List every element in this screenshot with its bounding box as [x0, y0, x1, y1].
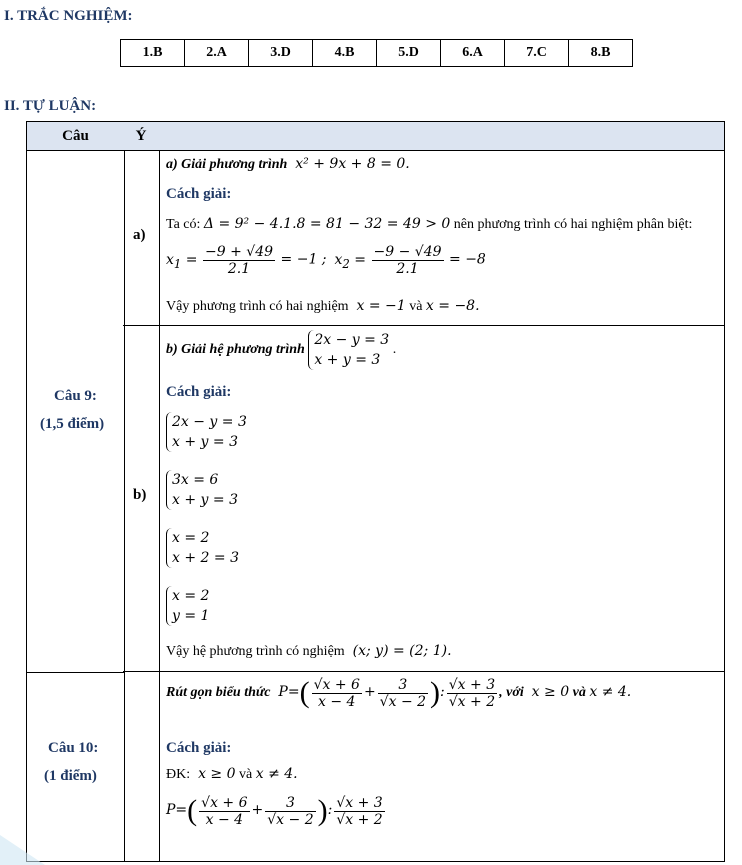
- answer-cell: 3.D: [249, 40, 313, 67]
- answer-cell: 7.C: [505, 40, 569, 67]
- answer-table: [120, 39, 633, 67]
- part-b-method: Cách giải:: [166, 384, 232, 400]
- answer-cell: 2.A: [185, 40, 249, 67]
- part-a-conclusion: Vậy phương trình có hai nghiệm x = −1 và x = −8.: [166, 298, 480, 314]
- answer-cell: 5.D: [377, 40, 441, 67]
- part-a-method: Cách giải:: [166, 186, 232, 202]
- part-a-task: a) Giải phương trình x² + 9x + 8 = 0.: [166, 156, 410, 172]
- cau9-cell: [26, 150, 125, 673]
- content-b-cell: [159, 324, 725, 672]
- system-step-4: x = 2 y = 1: [166, 586, 209, 626]
- cau9-points: (1,5 điểm): [40, 416, 105, 432]
- cau9-label: Câu 9:: [54, 388, 97, 404]
- watermark-logo: [0, 825, 60, 865]
- part-a-roots: $x_1$ = $\frac{-9 + √49}{2.1}$ = −1 ; $x_2$ = $\frac{-9 - √49}{2.1}$ = −8: [166, 244, 486, 277]
- system-step-2: 3x = 6 x + y = 3: [166, 470, 238, 510]
- header-cau: Câu: [26, 121, 125, 150]
- section-1-title: I. TRẮC NGHIỆM:: [4, 8, 133, 24]
- header-content: [159, 121, 725, 150]
- answer-cell: 1.B: [121, 40, 185, 67]
- c10-expression: P=( $\frac{√x + 6}{x - 4}$ + $\frac{3}{√x - 2}$ ): $\frac{√x + 3}{√x + 2}$: [166, 794, 383, 828]
- part-b-label: b): [133, 487, 147, 503]
- c10-method: Cách giải:: [166, 740, 232, 756]
- part-b-task: b) Giải hệ phương trình 2x − y = 3 x + y = 3 .: [166, 332, 397, 368]
- part-a-label: a): [133, 227, 146, 243]
- part-b-conclusion: Vậy hệ phương trình có nghiệm (x; y) = (2; 1).: [166, 643, 452, 659]
- system-step-1: 2x − y = 3 x + y = 3: [166, 412, 247, 452]
- c10-condition: ĐK: x ≥ 0 và x ≠ 4.: [166, 766, 298, 782]
- answer-cell: 8.B: [569, 40, 633, 67]
- answer-cell: 6.A: [441, 40, 505, 67]
- part-a-discriminant-line: Ta có: Δ = 9² − 4.1.8 = 81 − 32 = 49 > 0 nên phương trình có hai nghiệm phân biệt:: [166, 216, 693, 232]
- answer-cell: 4.B: [313, 40, 377, 67]
- header-y: Ý: [123, 121, 160, 150]
- section-2-title: II. TỰ LUẬN:: [4, 98, 97, 114]
- y-c10-cell: [123, 671, 160, 862]
- cau10-points: (1 điểm): [44, 768, 97, 784]
- c10-task: Rút gọn biểu thức P=( $\frac{√x + 6}{x - 4}$ + $\frac{3}{√x - 2}$ ): $\frac{√x + 3}{√x + 2}$ , với x ≥ 0 và x ≠ 4.: [166, 676, 632, 710]
- system-step-3: x = 2 x + 2 = 3: [166, 528, 239, 568]
- cau10-label: Câu 10:: [48, 740, 99, 756]
